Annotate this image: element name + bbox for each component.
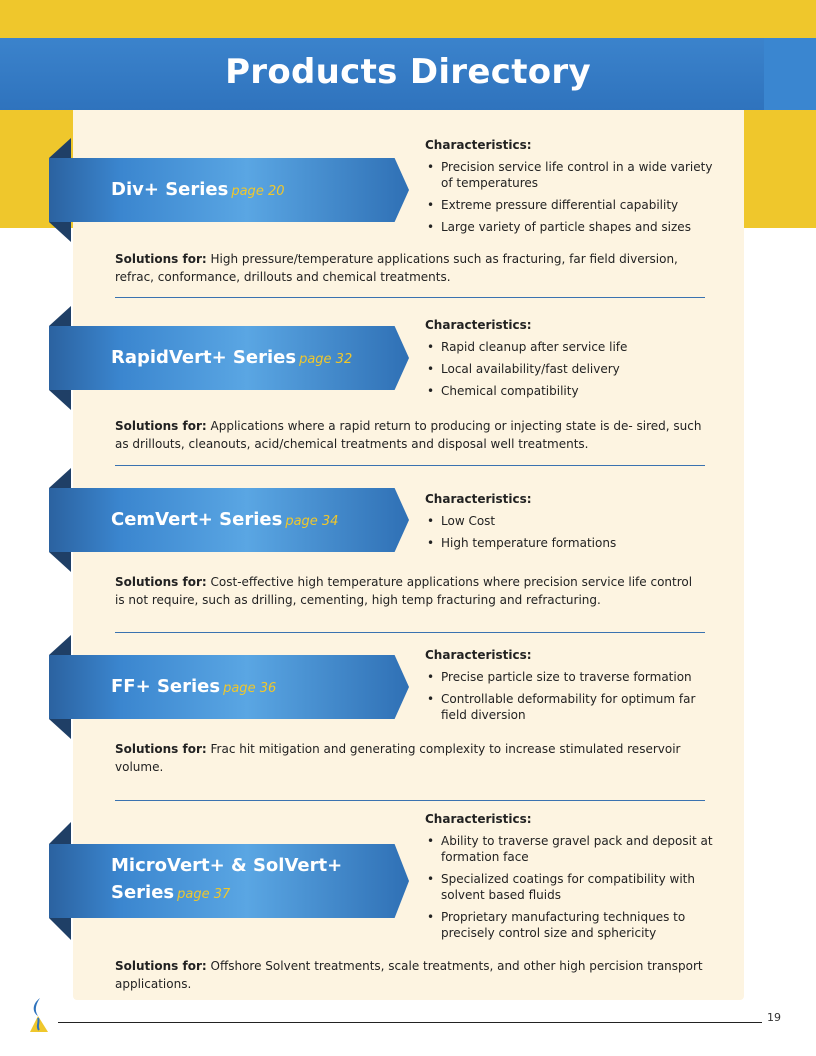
page-reference: page 34 [285,514,339,529]
product-name-line: Div+ Series [111,179,229,200]
characteristics [425,648,725,729]
solutions-label: Solutions for: [115,252,207,266]
product-name [111,673,276,702]
ribbon-fold [49,719,71,739]
product-name [111,176,285,205]
product-name-line: CemVert+ Series [111,509,283,530]
product-ribbon [49,138,409,242]
product-name [111,852,342,908]
characteristics-heading: Characteristics: [425,318,532,332]
product-name-line: MicroVert+ & SolVert+ [111,855,343,876]
solutions-body: Applications where a rapid return to producing or injecting state is de- sired, such as drillouts, cleanouts, acid/chemical treatments and disposal well treatments. [115,419,702,451]
characteristic-item: • High temperature formations [425,535,725,551]
solutions-label: Solutions for: [115,575,207,589]
solutions-body: Frac hit mitigation and generating complexity to increase stimulated reservoir volume. [115,742,681,774]
ribbon-fold [49,222,71,242]
section-divider [115,465,705,466]
company-logo-icon [26,996,52,1034]
characteristic-item: • Ability to traverse gravel pack and deposit at formation face [425,833,725,865]
characteristic-item: • Rapid cleanup after service life [425,339,725,355]
ribbon-fold [49,138,71,158]
page-number: 19 [767,1011,781,1024]
product-name-line: RapidVert+ Series [111,347,297,368]
characteristic-item: • Proprietary manufacturing techniques to precisely control size and sphericity [425,909,725,941]
page-reference: page 36 [223,681,277,696]
ribbon-fold [49,552,71,572]
product-ribbon [49,468,409,572]
page-title: Products Directory [225,52,591,92]
solutions-label: Solutions for: [115,959,207,973]
solutions-text [115,957,705,993]
characteristic-item: • Controllable deformability for optimum far field diversion [425,691,725,723]
product-name [111,506,338,535]
characteristic-item: • Low Cost [425,513,725,529]
solutions-body: Cost-effective high temperature applications where precision service life control is not require, such as drilling, cementing, high temp fracturing and refracturing. [115,575,693,607]
right-accent-band [744,110,816,228]
characteristic-item: • Precise particle size to traverse formation [425,669,725,685]
ribbon-fold [49,635,71,655]
section-divider [115,297,705,298]
characteristic-item: • Precision service life control in a wide variety of temperatures [425,159,725,191]
solutions-text [115,740,705,776]
product-name-line: Series [111,882,175,903]
characteristic-item: • Large variety of particle shapes and sizes [425,219,725,235]
characteristics [425,318,725,405]
top-accent-band [0,0,816,38]
characteristics-heading: Characteristics: [425,492,532,506]
characteristics [425,812,725,947]
product-ribbon [49,822,409,940]
characteristics-heading: Characteristics: [425,138,532,152]
characteristic-item: • Specialized coatings for compatibility with solvent based fluids [425,871,725,903]
ribbon-fold [49,390,71,410]
product-name [111,344,352,373]
section-divider [115,800,705,801]
characteristics-heading: Characteristics: [425,648,532,662]
solutions-text [115,417,705,453]
ribbon-fold [49,918,71,940]
characteristic-item: • Local availability/fast delivery [425,361,725,377]
ribbon-fold [49,822,71,844]
characteristic-item: • Extreme pressure differential capability [425,197,725,213]
footer-rule [58,1022,762,1023]
page-reference: page 20 [231,184,285,199]
solutions-body: High pressure/temperature applications such as fracturing, far field diversion, refrac, conformance, drillouts and chemical treatments. [115,252,678,284]
solutions-text [115,573,705,609]
section-divider [115,632,705,633]
product-name-line: FF+ Series [111,676,221,697]
solutions-label: Solutions for: [115,419,207,433]
page-reference: page 32 [299,352,353,367]
solutions-label: Solutions for: [115,742,207,756]
solutions-body: Offshore Solvent treatments, scale treatments, and other high percision transport applications. [115,959,703,991]
characteristics-heading: Characteristics: [425,812,532,826]
characteristics [425,138,725,241]
ribbon-fold [49,306,71,326]
characteristics [425,492,725,557]
product-ribbon [49,306,409,410]
characteristic-item: • Chemical compatibility [425,383,725,399]
page-reference: page 37 [177,887,231,902]
product-ribbon [49,635,409,739]
solutions-text [115,250,705,286]
ribbon-fold [49,468,71,488]
